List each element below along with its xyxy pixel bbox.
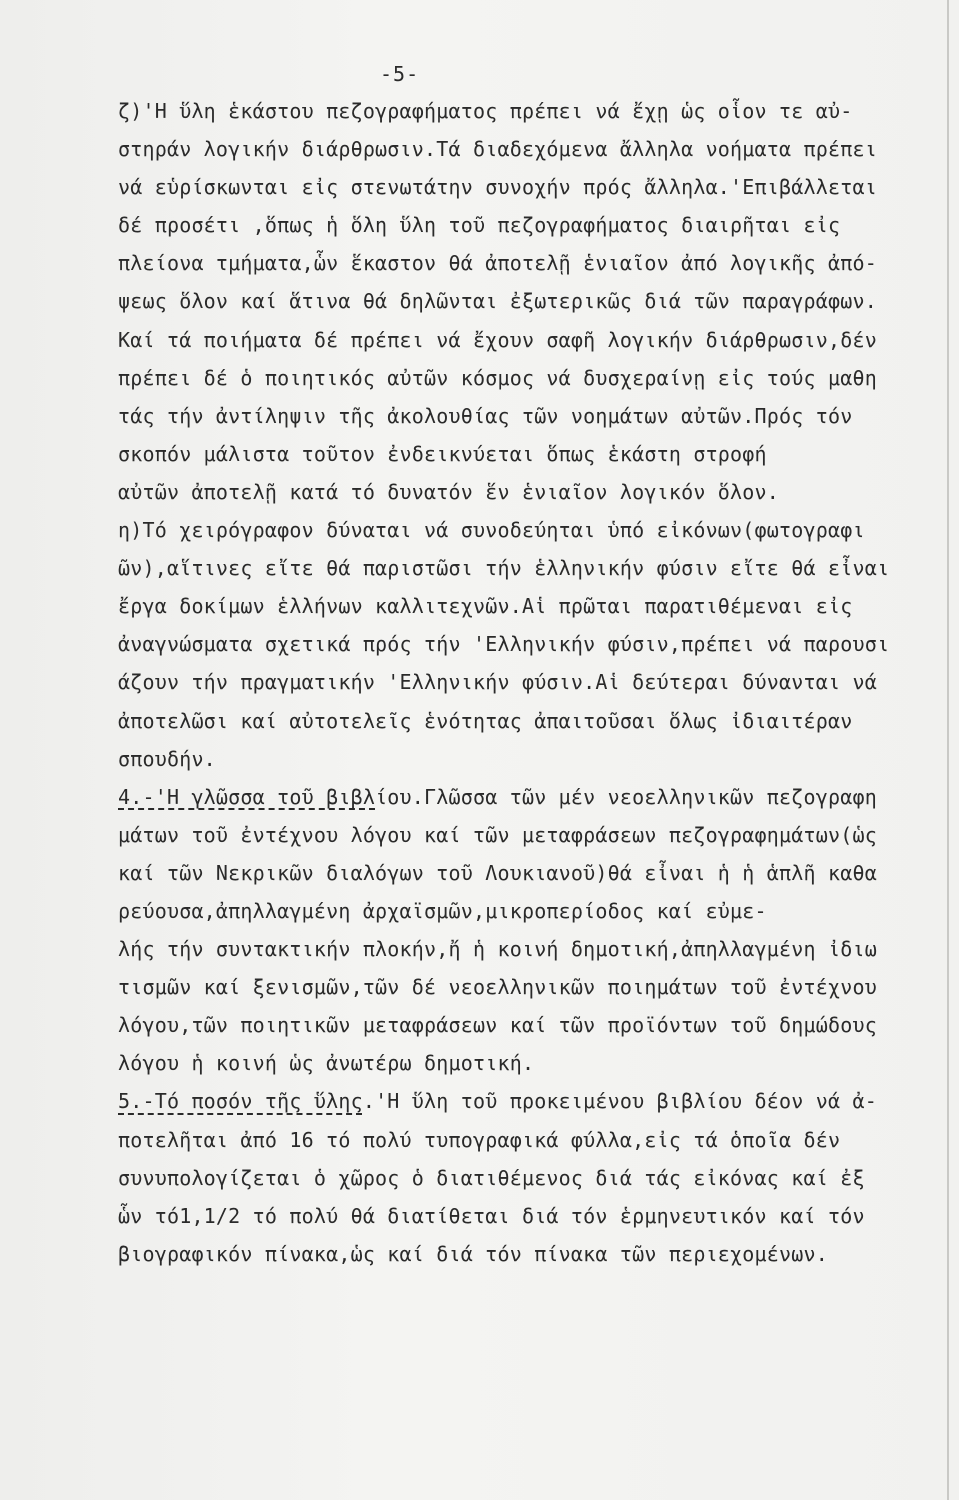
text-line: λόγου ἡ κοινή ὡς ἀνωτέρω δημοτική. [118,1051,535,1076]
text-line: πρέπει δέ ὁ ποιητικός αὐτῶν κόσμος νά δυσχεραίνῃ εἰς τούς μαθη [118,365,877,390]
text-line: τισμῶν καί ξενισμῶν,τῶν δέ νεοελληνικῶν ποιημάτων τοῦ ἐντέχνου [118,975,877,1000]
page-edge-line [947,0,949,1500]
text-line: ρεύουσα,ἀπηλλαγμένη ἀρχαϊσμῶν,μικροπερίοδος καί εὐμε- [118,898,767,923]
text-line: συνυπολογίζεται ὁ χῶρος ὁ διατιθέμενος διά τάς εἰκόνας καί ἐξ [118,1165,865,1190]
text-line: άζουν τήν πραγματικήν 'Ελληνικήν φύσιν.Αἱ δεύτεραι δύνανται νά [118,670,877,695]
text-line: η)Τό χειρόγραφον δύναται νά συνοδεύηται ὑπό εἰκόνων(φωτογραφι [118,518,865,543]
text-line: λόγου,τῶν ποιητικῶν μεταφράσεων καί τῶν προϊόντων τοῦ δημώδους [118,1013,877,1038]
page-number: -5- [380,62,420,86]
text-line: ὧν τό1,1/2 τό πολύ θά διατίθεται διά τόν ἑρμηνευτικόν καί τόν [118,1203,865,1228]
text-line: αὐτῶν ἀποτελῇ κατά τό δυνατόν ἕν ἑνιαῖον λογικόν ὅλον. [118,479,780,504]
text-line: Καί τά ποιήματα δέ πρέπει νά ἔχουν σαφῆ λογικήν διάρθρωσιν,δέν [118,327,877,352]
text-line: 4.-'Η γλῶσσα τοῦ βιβλίου.Γλῶσσα τῶν μέν νεοελληνικῶν πεζογραφη [118,784,877,809]
text-line: μάτων τοῦ ἐντέχνου λόγου καί τῶν μεταφράσεων πεζογραφημάτων(ὡς [118,822,877,847]
text-line: λής τήν συντακτικήν πλοκήν,ἤ ἡ κοινή δημοτική,ἀπηλλαγμένη ἰδιω [118,937,877,962]
text-line: ῶν),αἵτινες εἴτε θά παριστῶσι τήν ἑλληνικήν φύσιν εἴτε θά εἶναι [118,556,890,581]
text-line: ψεως ὅλον καί ἅτινα θά δηλῶνται ἐξωτερικῶς διά τῶν παραγράφων. [118,289,877,314]
text-line: ἀποτελῶσι καί αὐτοτελεῖς ἑνότητας ἀπαιτοῦσαι ὅλως ἰδιαιτέραν [118,708,853,733]
text-line: 5.-Τό ποσόν τῆς ὕλης.'Η ὕλη τοῦ προκειμένου βιβλίου δέον νά ἀ- [118,1089,877,1114]
text-line: βιογραφικόν πίνακα,ὡς καί διά τόν πίνακα τῶν περιεχομένων. [118,1241,828,1266]
text-line: τάς τήν ἀντίληψιν τῆς ἀκολουθίας τῶν νοημάτων αὐτῶν.Πρός τόν [118,403,853,428]
text-line: ποτελῆται ἀπό 16 τό πολύ τυπογραφικά φύλλα,εἰς τά ὁποῖα δέν [118,1127,841,1152]
text-line: σπουδήν. [118,746,216,771]
text-line: καί τῶν Νεκρικῶν διαλόγων τοῦ Λουκιανοῦ)θά εἶναι ἡ ἡ ἁπλῆ καθα [118,860,877,885]
section-heading: 4.-'Η γλῶσσα τοῦ βιβλ [118,784,376,809]
section-heading: 5.-Τό ποσόν τῆς ὕλης [118,1089,363,1114]
body-text [118,92,938,1273]
text-line: σκοπόν μάλιστα τοῦτον ἐνδεικνύεται ὅπως ἑκάστη στροφή [118,441,767,466]
text-line: δέ προσέτι ,ὅπως ἡ ὅλη ὕλη τοῦ πεζογραφήματος διαιρῆται εἰς [118,213,841,238]
text-line: ἀναγνώσματα σχετικά πρός τήν 'Ελληνικήν φύσιν,πρέπει νά παρουσι [118,632,890,657]
text-line: νά εὑρίσκωνται εἰς στενωτάτην συνοχήν πρός ἄλληλα.'Επιβάλλεται [118,175,877,200]
text-line: πλείονα τμήματα,ὧν ἕκαστον θά ἀποτελῇ ἑνιαῖον ἀπό λογικῆς ἀπό- [118,251,877,276]
text-line: στηράν λογικήν διάρθρωσιν.Τά διαδεχόμενα ἄλληλα νοήματα πρέπει [118,137,877,162]
text-line: ζ)'Η ὕλη ἑκάστου πεζογραφήματος πρέπει νά ἔχῃ ὡς οἷον τε αὐ- [118,99,853,123]
text-line: ἔργα δοκίμων ἑλλήνων καλλιτεχνῶν.Αἱ πρῶται παρατιθέμεναι εἰς [118,594,853,619]
